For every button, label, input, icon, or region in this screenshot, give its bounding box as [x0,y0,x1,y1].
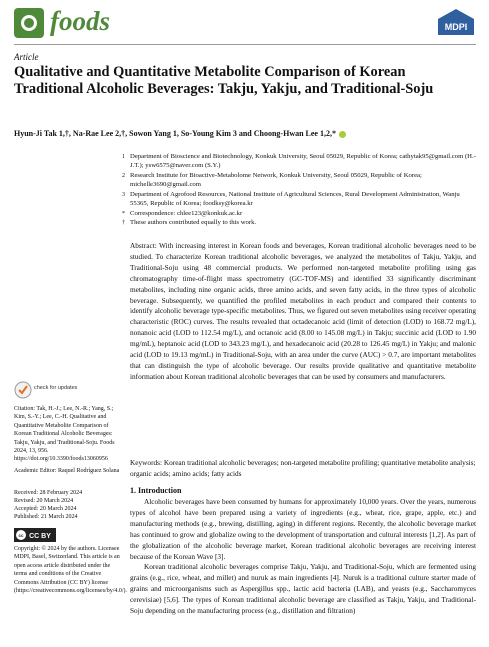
check-for-updates-badge[interactable] [14,379,78,401]
intro-paragraph-2: Korean traditional alcoholic beverages comprise Takju, Yakju, and Traditional-Soju, which are fermented using grains (e.g., rice, wheat, and millet) and nuruk as main ingredients [4]. Nuruk is a traditional culture starter made of grains and microorganisms such as Aspergillus spp., lactic acid bacteria (LAB), and yeasts (e.g., Saccharomyces cerevisiae) [5,6]. The types of Korean traditional alcoholic beverage are classified as Takju, Yakju, and Traditional-Soju depending on the manufacturing process (e.g., distillation and filtration) [130,562,476,616]
leaf-icon [21,15,37,31]
cc-by-label: CC BY [29,533,51,540]
abstract: Abstract: With increasing interest in Korean foods and beverages, Korean traditional alcoholic beverages need to be studied. To characterize Korean traditional alcoholic beverages, we analyzed the metabolites of Takju, Yakju, and Traditional-Soju using 48 commercial products. We performed non-targeted metabolite profiling using gas chromatography time-of-flight mass spectrometry (GC-TOF-MS) and identified 33 significantly discriminant metabolites, including nine organic acids, three amino acids, and seven fatty acids, in the three types of alcoholic beverage. Subsequently, we quantified the profiled metabolites in each product and compared their contents to identify alcoholic beverage type-specific metabolites. Thus, we figured out seven metabolites using receiver operating characteristic (ROC) curves. The results revealed that octadecanoic acid (limit of detection (LOD) to 168.72 mg/L), nonanoic acid (LOD to 112.54 mg/L), and octanoic acid (8.00 to 145.08 mg/L) in Takju; succinic acid (LOD to 1.90 mg/mL), heptanoic acid (LOD to 343.23 mg/L), and hexadecanoic acid (20.28 to 126.45 mg/L) in Yakju; and malonic acid (LOD to 19.13 mg/mL) in Traditional-Soju, with an area under the curve (AUC) > 0.7, are important metabolites that can distinguish the type of alcoholic beverage. Our results provide qualitative and quantitative metabolite information about Korean traditional alcoholic beverages that can be used by consumers and manufacturers. [130,241,476,381]
cc-by-license-icon[interactable] [14,528,56,542]
svg-text:cc: cc [18,533,24,538]
author-list [14,129,347,138]
copyright-notice: Copyright: © 2024 by the authors. Licensee MDPI, Basel, Switzerland. This article is an open access article distributed under the terms and conditions of the Creative Commons Attribution (CC BY) license (https://creativecommons.org/licenses/by/4.0/). [14,546,128,595]
section-heading: 1. Introduction [130,486,182,495]
affiliation-2: 2 Research Institute for Bioactive-Metabolome Network, Konkuk University, Seoul 05029, Republic of Korea; michelle3690@gmail.com [122,172,422,188]
introduction-body [130,497,476,617]
academic-editor: Academic Editor: Raquel Rodríguez Solana [14,468,120,474]
mdpi-text: MDPI [444,22,468,32]
header-rule [14,44,476,45]
affiliation-1: 1 Department of Bioscience and Biotechnology, Konkuk University, Seoul 05029, Republic of Korea; cathytak95@gmail.com (H.-J.T.); ysw6575@naver.com (S.Y.) [122,153,476,169]
article-title: Qualitative and Quantitative Metabolite Comparison of Korean Traditional Alcoholic Beverages: Takju, Yakju, and Traditional-Soju [14,64,434,98]
journal-name: foods [50,6,110,36]
mdpi-logo [436,8,476,36]
orcid-icon[interactable] [339,131,346,138]
intro-paragraph-1: Alcoholic beverages have been consumed by humans for approximately 10,000 years. Over the years, numerous types of alcohol have been prepared using a variety of ingredients (e.g., wheat, rice, grape, apple, etc.) and manufacturing methods (e.g., brewing, distilling, aging) in different regions. Recently, the alcoholic beverage market has continued to grow and globalize owing to the development of transportation and cultural interests [1,2]. As part of the globalization of the alcoholic beverage market, Korean traditional alcoholic beverages are receiving interest because of the Korean Wave [3]. [130,497,476,561]
check-for-updates-label: check for updates [34,385,78,391]
published-date: Published: 21 March 2024 [14,514,78,520]
revised-date: Revised: 20 March 2024 [14,498,74,504]
received-date: Received: 28 February 2024 [14,490,83,496]
correspondence: * Correspondence: chlee123@konkuk.ac.kr [122,210,243,217]
citation: Citation: Tak, H.-J.; Lee, N.-R.; Yang, S.; Kim, S.-Y.; Lee, C.-H. Qualitative and Quantitative Metabolite Comparison of Korean Traditional Alcoholic Beverages: Takju, Yakju, and Traditional-Soju. Foods 2024, 13, 956. https://doi.org/10.3390/foods13060956 [14,406,115,463]
equal-contribution-note: † These authors contributed equally to this work. [122,219,257,226]
keywords: Keywords: Korean traditional alcoholic beverages; non-targeted metabolite profiling; quantitative metabolite analysis; organic acids; amino acids; fatty acids [130,458,476,478]
author-names: Hyun-Ji Tak 1,†, Na-Rae Lee 2,†, Sowon Yang 1, So-Young Kim 3 and Choong-Hwan Lee 1,2,* [14,129,336,138]
article-type: Article [14,52,39,62]
affiliation-3: 3 Department of Agrofood Resources, National Institute of Agricultural Sciences, Rural Development Administration, Wanju 55365, Republic of Korea; foodksy@korea.kr [122,191,460,207]
journal-logo [14,8,44,38]
accepted-date: Accepted: 20 March 2024 [14,506,77,512]
